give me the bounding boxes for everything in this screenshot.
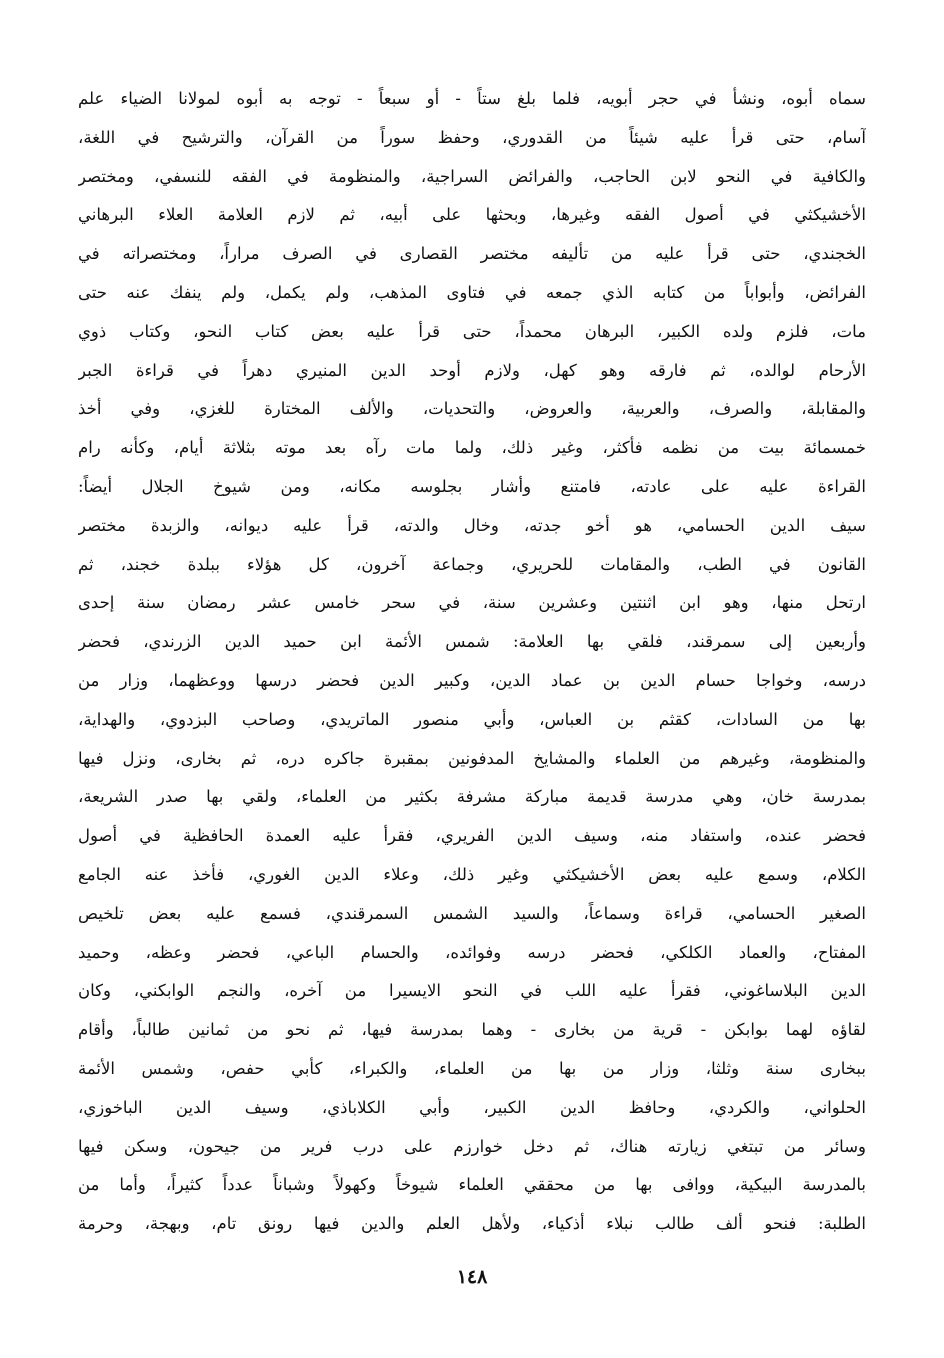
text-line-16: درسه، وخواجا حسام الدين بن عماد الدين، وكبير الدين فحضر درسها ووعظهما، وزار من	[78, 670, 866, 690]
text-line-29: بالمدرسة البيكية، ووافى بها من محققي العلماء شيوخاً وكهولاً وشباناً عدداً كثيراً، وأما من	[78, 1175, 866, 1195]
text-line-7: مات، فلزم ولده الكبير، البرهان محمداً، حتى قرأ عليه بعض كتاب النحو، وكتاب ذوي	[78, 321, 866, 341]
text-line-3: والكافية في النحو لابن الحاجب، والفرائض السراجية، والمنظومة في الفقه للنسفي، ومختصر	[78, 166, 866, 186]
text-line-2: آسام، حتى قرأ عليه شيئاً من القدوري، وحفظ سوراً من القرآن، والترشيح في اللغة،	[78, 127, 866, 147]
text-line-27: الحلواني، والكردي، وحافظ الدين الكبير، وأبي الكلاباذي، وسيف الدين الباخوزي،	[78, 1097, 866, 1117]
text-line-20: فحضر عنده، واستفاد منه، وسيف الدين الفريري، فقرأ عليه العمدة الحافظية في أصول	[78, 826, 866, 846]
text-line-23: المفتاح، والعماد الكلكي، فحضر درسه وفوائده، والحسام الباعي، فحضر وعظه، وحميد	[78, 942, 866, 962]
text-line-19: بمدرسة خان، وهي مدرسة قديمة مباركة مشرفة بكثير من العلماء، ولقي بها صدر الشريعة،	[78, 787, 866, 807]
body-text	[78, 80, 866, 1244]
text-line-21: الكلام، وسمع عليه بعض الأخشيكثي وغير ذلك، وعلاء الدين الغوري، فأخذ عنه الجامع	[78, 864, 866, 884]
text-line-30: الطلبة: فنحو ألف طالب نبلاء أذكياء، ولأهل العلم والدين فيها رونق تام، وبهجة، وحرمة	[78, 1214, 866, 1234]
text-line-8: الأرحام لوالده، ثم فارقه وهو كهل، ولازم أوحد الدين المنيري دهراً في قراءة الجبر	[78, 360, 866, 380]
text-line-12: سيف الدين الحسامي، هو أخو جدته، وخال والدته، قرأ عليه ديوانه، والزبدة مختصر	[78, 515, 866, 535]
text-line-4: الأخشيكثي في أصول الفقه وغيرها، وبحثها على أبيه، ثم لازم العلامة العلاء البرهاني	[78, 205, 866, 225]
text-line-24: الدين البلاساغوني، فقرأ عليه اللب في النحو الايسيرا من آخره، والنجم الوابكني، وكان	[78, 981, 866, 1001]
page-number: ١٤٨	[456, 1266, 488, 1288]
text-line-13: القانون في الطب، والمقامات للحريري، وجماعة آخرون، كل هؤلاء ببلدة خجند، ثم	[78, 554, 866, 574]
text-line-1: سماه أبوه، ونشأ في حجر أبويه، فلما بلغ ستاً - أو سبعاً - توجه به أبوه لمولانا الضياء علم	[78, 89, 866, 108]
text-line-15: وأربعين إلى سمرقند، فلقي بها العلامة: شمس الأئمة ابن حميد الدين الزرندي، فحضر	[78, 632, 866, 652]
text-line-17: بها من السادات، كقثم بن العباس، وأبي منصور الماتريدي، وصاحب البزدوي، والهداية،	[78, 709, 866, 729]
text-line-6: الفرائض، وأبواباً من كتابه الذي جمعه في فتاوى المذهب، ولم يكمل، ولم ينفك عنه حتى	[78, 282, 866, 302]
text-line-26: ببخارى سنة وثلثا، وزار من بها من العلماء، والكبراء، كأبي حفص، وشمس الأئمة	[78, 1058, 866, 1078]
text-line-14: ارتحل منها، وهو ابن اثنتين وعشرين سنة، في سحر خامس عشر رمضان سنة إحدى	[78, 593, 866, 613]
text-line-25: لقاؤه لهما بوابكن - قرية من بخارى - وهما بمدرسة فيها، ثم نحو من ثمانين طالباً، وأقام	[78, 1020, 866, 1040]
text-line-5: الخجندي، حتى قرأ عليه من تأليفه مختصر القصارى في الصرف مراراً، ومختصراته في	[78, 244, 866, 264]
text-line-28: وسائر من تبتغي زيارته هناك، ثم دخل خوارزم على درب فرير من جيحون، وسكن فيها	[78, 1136, 866, 1156]
text-line-22: الصغير الحسامي، قراءة وسماعاً، والسيد الشمس السمرقندي، فسمع عليه بعض تلخيص	[78, 903, 866, 923]
text-line-10: خمسمائة بيت من نظمه فأكثر، وغير ذلك، ولما مات رآه بعد موته بثلاثة أيام، وكأنه رام	[78, 438, 866, 458]
text-line-18: والمنظومة، وغيرهم من العلماء والمشايخ المدفونين بمقبرة جاكره دره، ثم بخارى، ونزل فيها	[78, 748, 866, 768]
text-line-11: القراءة عليه على عادته، فامتنع وأشار بجلوسه مكانه، ومن شيوخ الجلال أيضاً:	[78, 476, 866, 496]
text-line-9: والمقابلة، والصرف، والعربية، والعروض، والتحديات، والألف المختارة للغزي، وفي أخذ	[78, 399, 866, 419]
